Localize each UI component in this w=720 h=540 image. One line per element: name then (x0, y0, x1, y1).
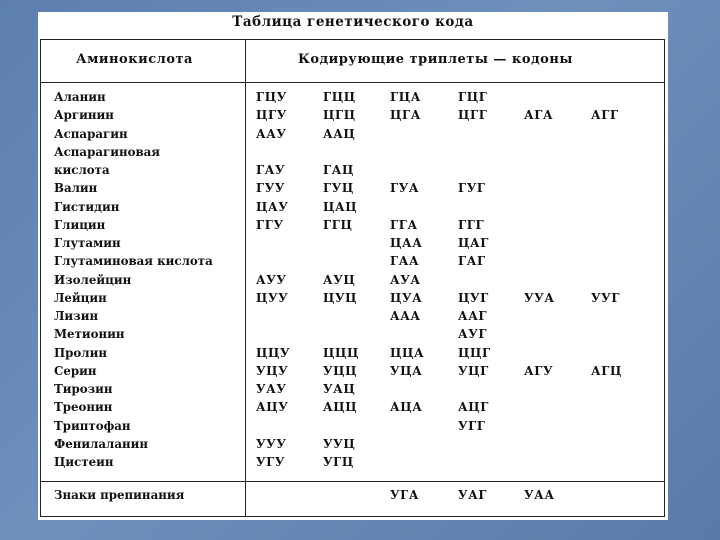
codon-cell: ГАЦ (323, 163, 354, 177)
codon-cell: ЦУА (390, 290, 423, 305)
amino-acid-name: Изолейцин (54, 272, 132, 287)
codon-cell: УЦА (390, 363, 423, 378)
header-divider (40, 82, 665, 83)
amino-acid-name: Глицин (54, 217, 106, 232)
codon-cell: УГУ (256, 455, 286, 469)
amino-acid-name: Аргинин (54, 108, 114, 123)
codon-cell: ГАА (390, 254, 420, 269)
codon-cell: ГУУ (256, 181, 286, 196)
codon-cell: ААЦ (323, 126, 356, 141)
amino-acid-name: Цистеин (54, 455, 114, 469)
amino-acid-name: Серин (54, 363, 97, 378)
footer-divider (40, 481, 665, 482)
header-codons: Кодирующие триплеты — кодоны (298, 52, 573, 67)
amino-acid-name: Валин (54, 181, 98, 196)
codon-cell: УГЦ (323, 455, 354, 469)
codon-cell: ААГ (458, 309, 488, 323)
codon-cell: АУГ (458, 327, 488, 342)
amino-acid-name: Лизин (54, 309, 99, 323)
codon-cell: ЦГА (390, 108, 421, 123)
codon-cell: ГГУ (256, 217, 284, 232)
stop-codon-cell: УАА (524, 488, 555, 502)
codon-cell: ЦГЦ (323, 108, 356, 123)
codon-cell: УУЦ (323, 436, 356, 451)
column-divider (245, 39, 246, 517)
stop-codon-cell: УГА (390, 488, 420, 502)
codon-cell: УЦГ (458, 363, 489, 378)
codon-cell: АГА (524, 108, 554, 123)
codon-cell: АГУ (524, 363, 554, 378)
codon-cell: УУА (524, 290, 555, 305)
codon-cell: АЦУ (256, 400, 289, 415)
codon-cell: ААА (390, 309, 421, 323)
codon-cell: ГАГ (458, 254, 486, 269)
codon-cell: УУГ (591, 290, 621, 305)
codon-cell: УЦУ (256, 363, 289, 378)
codon-cell: ЦАА (390, 236, 423, 250)
amino-acid-name: Глутамин (54, 236, 121, 250)
codon-cell: ГГА (390, 217, 418, 232)
codon-cell: ЦАЦ (323, 199, 358, 214)
codon-cell: ААУ (256, 126, 287, 141)
codon-cell: ГУЦ (323, 181, 354, 196)
punctuation-label: Знаки препинания (54, 488, 185, 502)
codon-cell: ЦАГ (458, 236, 489, 250)
codon-cell: ГЦА (390, 90, 421, 104)
codon-cell: ГУГ (458, 181, 486, 196)
codon-cell: АУУ (256, 272, 287, 287)
amino-acid-name: Пролин (54, 345, 107, 360)
amino-acid-name: Метионин (54, 327, 125, 342)
codon-cell: УАУ (256, 382, 287, 396)
codon-cell: ЦУУ (256, 290, 289, 305)
amino-acid-name: Гистидин (54, 199, 120, 214)
codon-cell: ГЦУ (256, 90, 287, 104)
codon-cell: УГГ (458, 418, 486, 433)
codon-cell: ЦЦА (390, 345, 425, 360)
amino-acid-name: Аланин (54, 90, 106, 104)
codon-cell: ЦЦГ (458, 345, 491, 360)
codon-cell: УАЦ (323, 382, 356, 396)
amino-acid-name: Глутаминовая кислота (54, 254, 213, 269)
codon-cell: ГУА (390, 181, 420, 196)
codon-cell: ЦГУ (256, 108, 287, 123)
amino-acid-name: Лейцин (54, 290, 107, 305)
codon-cell: ЦГГ (458, 108, 488, 123)
codon-cell: ЦУЦ (323, 290, 358, 305)
amino-acid-name: Аспарагин (54, 126, 128, 141)
codon-cell: ЦАУ (256, 199, 289, 214)
codon-cell: ГЦГ (458, 90, 488, 104)
codon-cell: ГЦЦ (323, 90, 356, 104)
codon-cell: АУА (390, 272, 421, 287)
codon-cell: АУЦ (323, 272, 356, 287)
genetic-code-sheet (38, 12, 668, 520)
amino-acid-name: Фенилаланин (54, 436, 149, 451)
header-amino-acid: Аминокислота (76, 52, 193, 67)
amino-acid-name: Тирозин (54, 382, 113, 396)
stop-codon-cell: УАГ (458, 488, 488, 502)
codon-cell: ГГЦ (323, 217, 353, 232)
codon-cell: АГЦ (591, 363, 622, 378)
codon-cell: ЦЦУ (256, 345, 291, 360)
codon-cell: АГГ (591, 108, 619, 123)
codon-cell: АЦЦ (323, 400, 358, 415)
codon-cell: АЦГ (458, 400, 489, 415)
codon-cell: ГГГ (458, 217, 485, 232)
amino-acid-name: Аспарагиновая (54, 144, 160, 159)
codon-cell: ГАУ (256, 163, 286, 177)
table-title: Таблица генетического кода (232, 14, 474, 30)
codon-cell: УУУ (256, 436, 287, 451)
amino-acid-name: кислота (54, 163, 110, 177)
codon-cell: УЦЦ (323, 363, 358, 378)
amino-acid-name: Треонин (54, 400, 113, 415)
amino-acid-name: Триптофан (54, 418, 131, 433)
codon-cell: АЦА (390, 400, 423, 415)
codon-cell: ЦЦЦ (323, 345, 359, 360)
codon-cell: ЦУГ (458, 290, 489, 305)
